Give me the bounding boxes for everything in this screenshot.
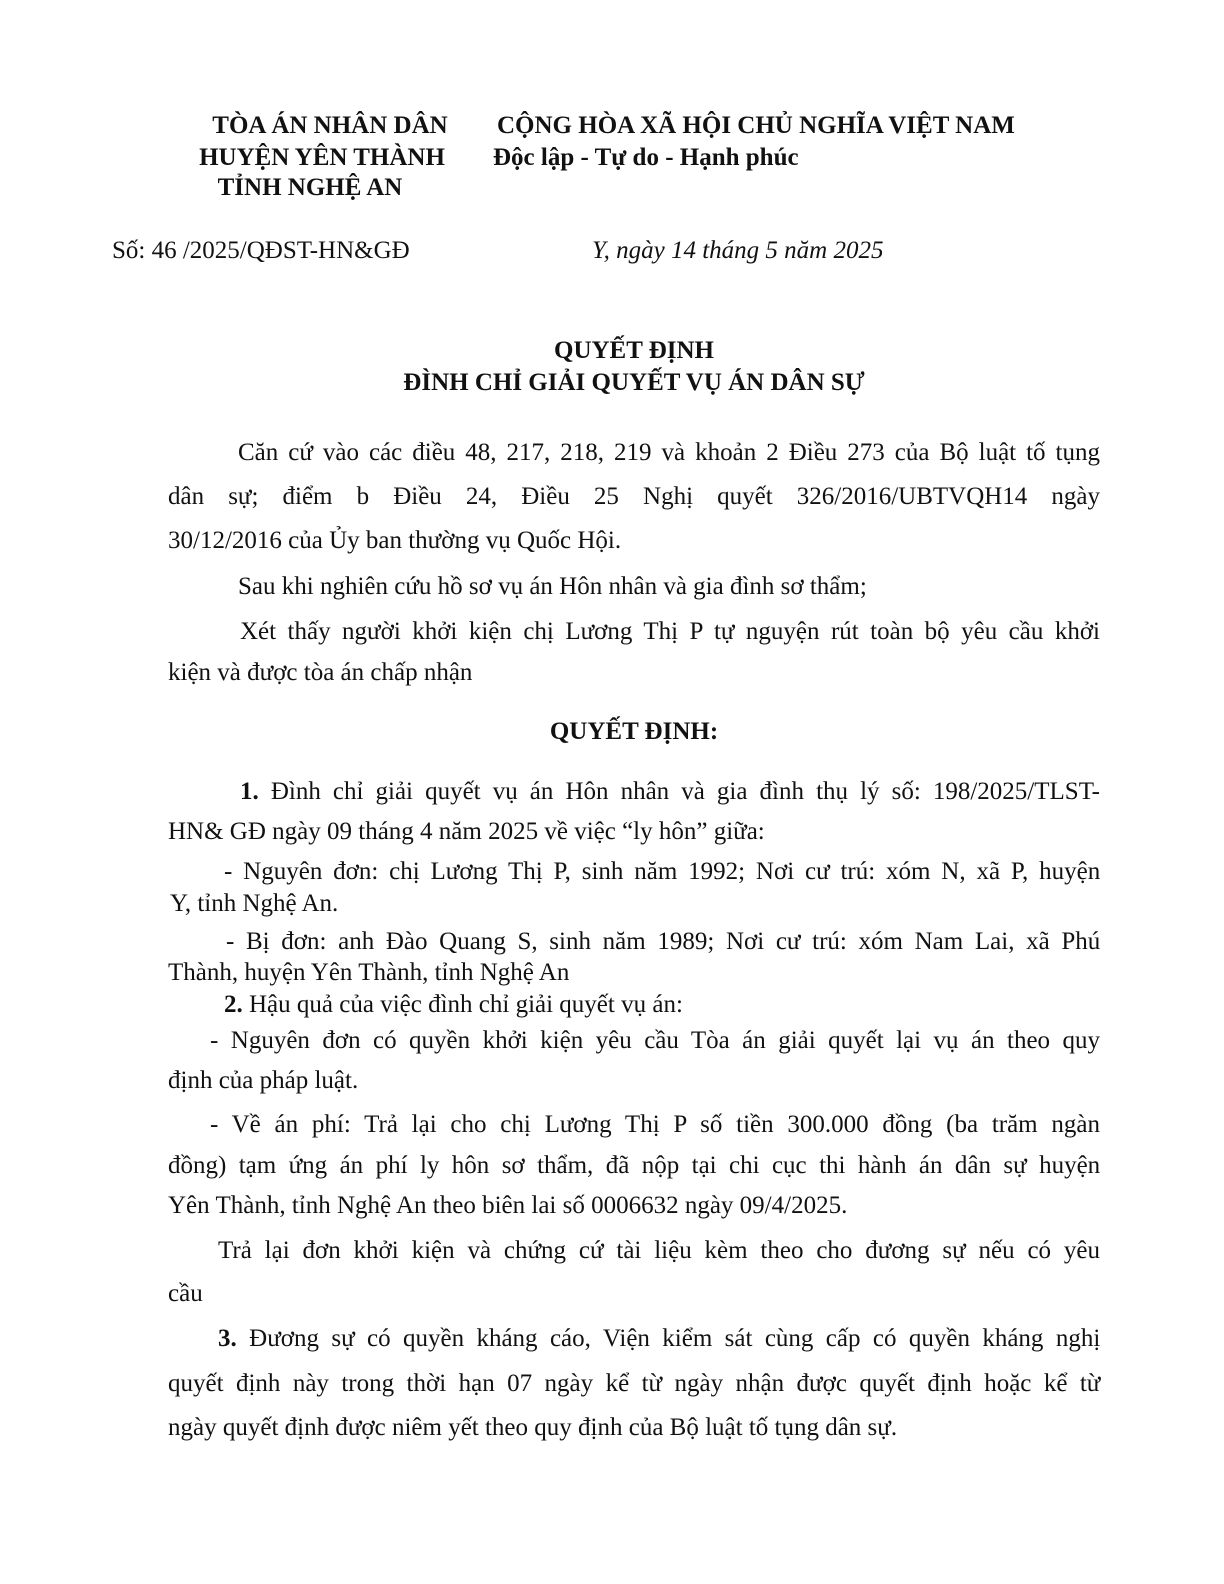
document-title: QUYẾT ĐỊNH (554, 337, 714, 364)
item3-text: Đương sự có quyền kháng cáo, Viện kiểm sát cùng cấp có quyền kháng nghị (236, 1325, 1101, 1352)
fee-line-1: - Về án phí: Trả lại cho chị Lương Thị P số tiền 300.000 đồng (ba trăm ngàn (210, 1111, 1100, 1138)
item2-line (224, 991, 683, 1019)
return-line-1: Trả lại đơn khởi kiện và chứng cứ tài liệu kèm theo cho đương sự nếu có yêu (218, 1237, 1100, 1264)
item3-line-3: ngày quyết định được niêm yết theo quy định của Bộ luật tố tụng dân sự. (168, 1414, 898, 1441)
decision-heading: QUYẾT ĐỊNH: (549, 718, 719, 745)
document-subtitle: ĐÌNH CHỈ GIẢI QUYẾT VỤ ÁN DÂN SỰ (403, 369, 865, 396)
item1-line-1 (240, 778, 1100, 806)
item3-line-1 (218, 1325, 1100, 1353)
document-date: Y, ngày 14 tháng 5 năm 2025 (592, 237, 884, 264)
consequence1-line-1: - Nguyên đơn có quyền khởi kiện yêu cầu Tòa án giải quyết lại vụ án theo quy (210, 1027, 1100, 1054)
item2-text: Hậu quả của việc đình chỉ giải quyết vụ án: (242, 991, 683, 1018)
item1-line-2: HN& GĐ ngày 09 tháng 4 năm 2025 về việc “ly hôn” giữa: (168, 818, 765, 845)
consider-line-2: kiện và được tòa án chấp nhận (168, 659, 473, 686)
basis-line-2: dân sự; điểm b Điều 24, Điều 25 Nghị quyết 326/2016/UBTVQH14 ngày (168, 483, 1100, 510)
fee-line-2: đồng) tạm ứng án phí ly hôn sơ thẩm, đã nộp tại chi cục thi hành án dân sự huyện (168, 1152, 1101, 1179)
review-line: Sau khi nghiên cứu hồ sơ vụ án Hôn nhân và gia đình sơ thẩm; (238, 573, 867, 600)
basis-line-3: 30/12/2016 của Ủy ban thường vụ Quốc Hội. (168, 527, 622, 554)
item3-number: 3. (218, 1325, 237, 1352)
item1-text: Đình chỉ giải quyết vụ án Hôn nhân và gia đình thụ lý số: 198/2025/TLST- (258, 778, 1100, 805)
court-district: HUYỆN YÊN THÀNH (199, 144, 445, 171)
item2-number: 2. (224, 991, 243, 1018)
item1-number: 1. (240, 778, 259, 805)
consider-line-1: Xét thấy người khởi kiện chị Lương Thị P tự nguyện rút toàn bộ yêu cầu khởi (240, 618, 1100, 645)
court-province: TỈNH NGHỆ AN (217, 174, 403, 201)
return-line-2: cầu (168, 1280, 203, 1307)
document-number: Số: 46 /2025/QĐST-HN&GĐ (112, 237, 410, 264)
plaintiff-line-1: - Nguyên đơn: chị Lương Thị P, sinh năm 1992; Nơi cư trú: xóm N, xã P, huyện (224, 858, 1101, 885)
fee-line-3: Yên Thành, tỉnh Nghệ An theo biên lai số 0006632 ngày 09/4/2025. (168, 1192, 848, 1219)
consequence1-line-2: định của pháp luật. (168, 1067, 359, 1094)
court-name: TÒA ÁN NHÂN DÂN (212, 112, 448, 139)
basis-line-1: Căn cứ vào các điều 48, 217, 218, 219 và khoản 2 Điều 273 của Bộ luật tố tụng (238, 439, 1100, 466)
item3-line-2: quyết định này trong thời hạn 07 ngày kể từ ngày nhận được quyết định hoặc kể từ (168, 1370, 1101, 1397)
defendant-line-2: Thành, huyện Yên Thành, tỉnh Nghệ An (168, 959, 570, 986)
national-title: CỘNG HÒA XÃ HỘI CHỦ NGHĨA VIỆT NAM (497, 112, 1015, 139)
plaintiff-line-2: Y, tỉnh Nghệ An. (170, 890, 339, 917)
defendant-line-1: - Bị đơn: anh Đào Quang S, sinh năm 1989; Nơi cư trú: xóm Nam Lai, xã Phú (226, 928, 1101, 955)
national-motto: Độc lập - Tự do - Hạnh phúc (493, 144, 799, 171)
